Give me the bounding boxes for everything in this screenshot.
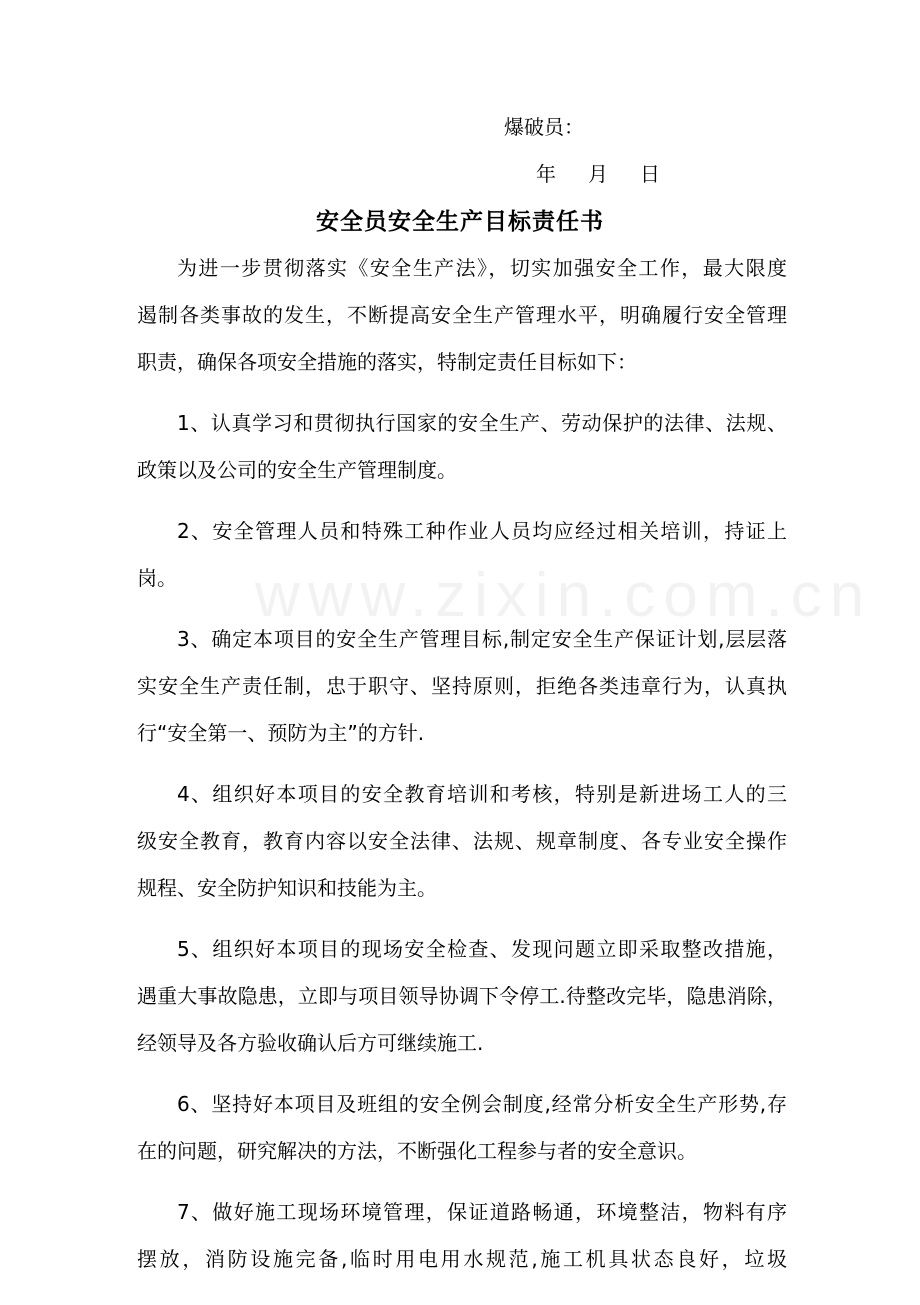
- document-body: [137, 253, 787, 1305]
- paragraph-line: 在的问题，研究解决的方法，不断强化工程参与者的安全意识。: [137, 1139, 697, 1163]
- paragraph-line: 4、组织好本项目的安全教育培训和考核，特别是新进场工人的三: [177, 782, 787, 806]
- paragraph-line: 级安全教育，教育内容以安全法律、法规、规章制度、各专业安全操作: [137, 829, 787, 853]
- paragraph-line: 5、组织好本项目的现场安全检查、发现问题立即采取整改措施，: [177, 937, 787, 961]
- paragraph-line: 政策以及公司的安全生产管理制度。: [137, 458, 457, 482]
- paragraph-line: 6、坚持好本项目及班组的安全例会制度,经常分析安全生产形势,存: [177, 1092, 787, 1116]
- date-day: 日: [640, 162, 660, 186]
- paragraph-item-4: [137, 779, 787, 934]
- date-year: 年: [536, 162, 556, 186]
- paragraph-line: 遏制各类事故的发生，不断提高安全生产管理水平，明确履行安全管理: [137, 303, 787, 327]
- paragraph-line: 岗。: [137, 566, 177, 590]
- paragraph-intro: [137, 253, 787, 408]
- paragraph-line: 7、做好施工现场环境管理，保证道路畅通，环境整洁，物料有序: [177, 1200, 787, 1224]
- paragraph-line: 规程、安全防护知识和技能为主。: [137, 876, 437, 900]
- date-month: 月: [588, 162, 608, 186]
- paragraph-line: 实安全生产责任制，忠于职守、坚持原则，拒绝各类违章行为，认真执: [137, 674, 787, 698]
- paragraph-line: 职责，确保各项安全措施的落实，特制定责任目标如下：: [137, 350, 637, 374]
- paragraph-line: 经领导及各方验收确认后方可继续施工.: [137, 1031, 484, 1055]
- paragraph-item-3: [137, 624, 787, 779]
- signer-label: 爆破员：: [504, 115, 584, 139]
- paragraph-line: 摆放，消防设施完备,临时用电用水规范,施工机具状态良好，垃圾: [137, 1247, 787, 1271]
- paragraph-line: 行“安全第一、预防为主”的方针.: [137, 721, 425, 745]
- paragraph-line: 为进一步贯彻落实《安全生产法》，切实加强安全工作，最大限度: [177, 256, 787, 280]
- paragraph-item-1: [137, 408, 787, 516]
- watermark: www.zixin.com.cn: [255, 561, 873, 630]
- paragraph-item-5: [137, 934, 787, 1089]
- paragraph-item-7: [137, 1197, 787, 1305]
- paragraph-item-2: [137, 516, 787, 624]
- paragraph-line: 3、确定本项目的安全生产管理目标,制定安全生产保证计划,层层落: [177, 627, 787, 651]
- paragraph-item-6: [137, 1089, 787, 1197]
- document-title: 安全员安全生产目标责任书: [316, 209, 604, 235]
- paragraph-line: 1、认真学习和贯彻执行国家的安全生产、劳动保护的法律、法规、: [177, 411, 787, 435]
- paragraph-line: 2、安全管理人员和特殊工种作业人员均应经过相关培训，持证上: [177, 519, 787, 543]
- paragraph-line: 遇重大事故隐患，立即与项目领导协调下令停工.待整改完毕，隐患消除，: [137, 984, 787, 1008]
- date-line: [536, 159, 660, 189]
